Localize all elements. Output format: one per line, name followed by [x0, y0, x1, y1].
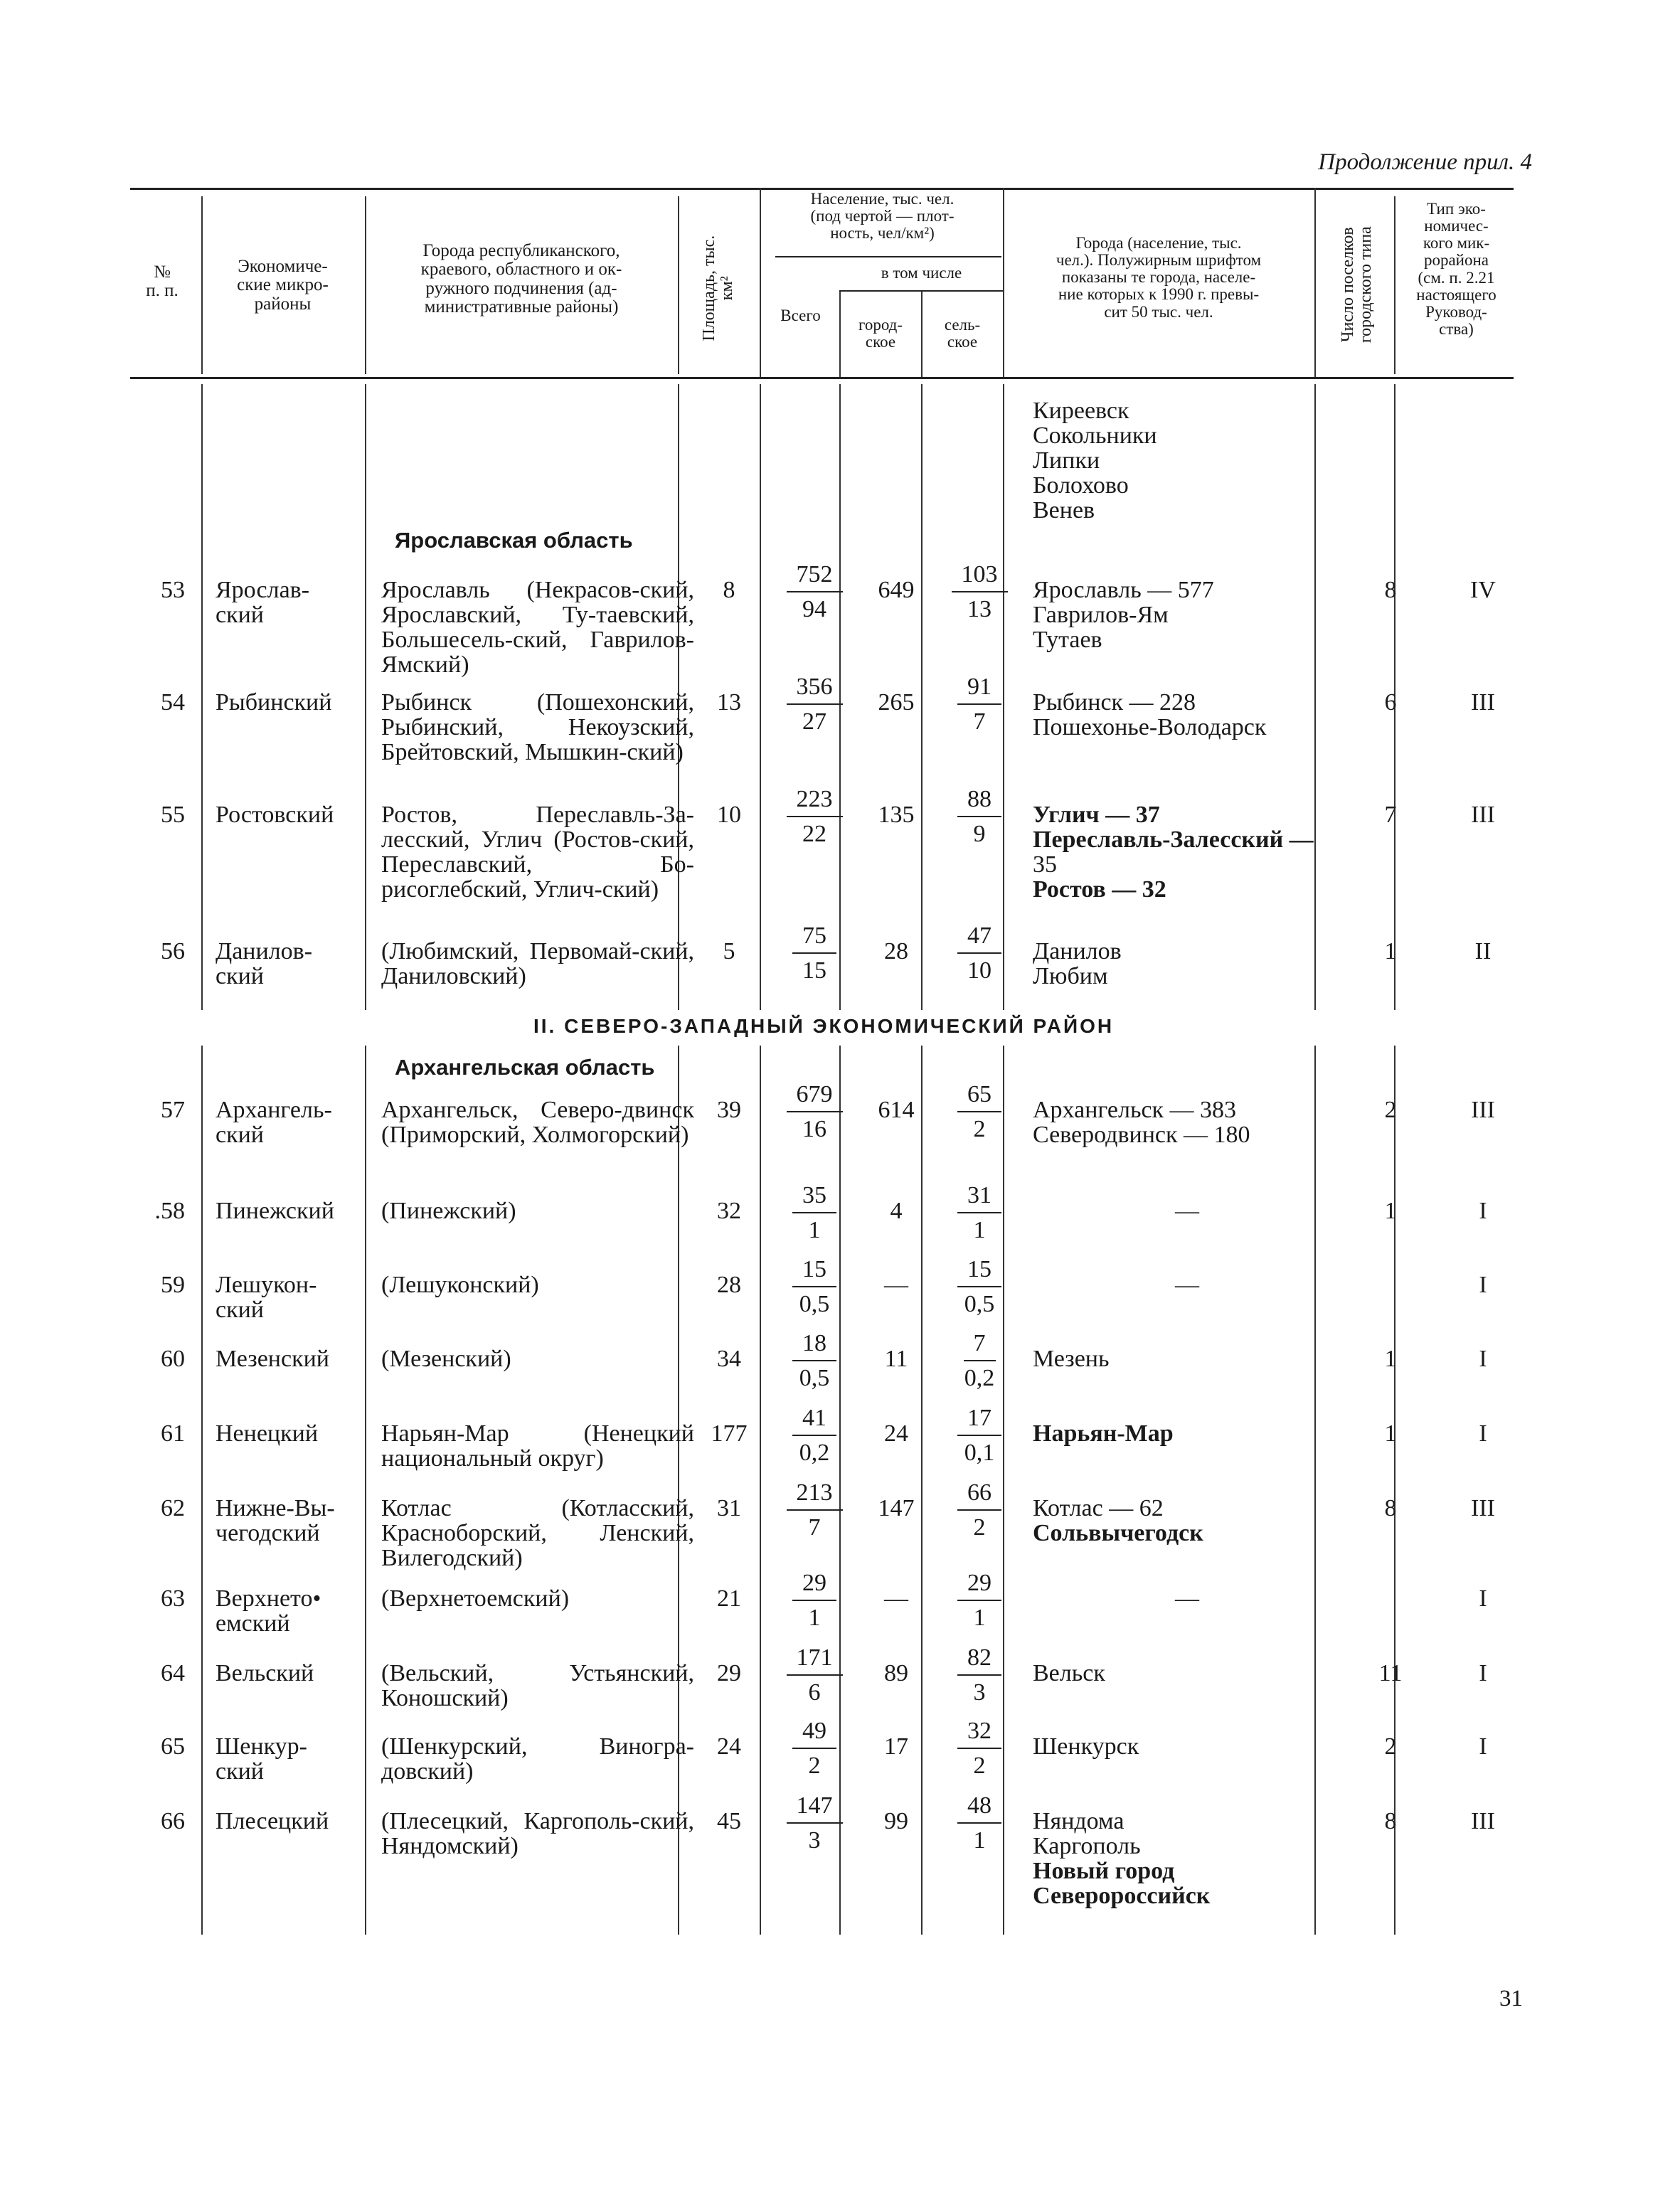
area-value: 39 [717, 1097, 741, 1123]
settlement-count: 1 [1384, 1420, 1397, 1447]
body-divider [201, 1046, 203, 1935]
numerator: 15 [957, 1257, 1001, 1287]
fraction [792, 1183, 836, 1243]
area-value: 5 [723, 938, 735, 964]
microregion-type: III [1471, 1808, 1495, 1834]
major-city: Мезень [1033, 1346, 1110, 1372]
fraction [957, 1645, 1001, 1705]
fraction [957, 1082, 1001, 1142]
header-population: Население, тыс. чел. (под чертой — плот- ность, чел/км²) [810, 190, 955, 243]
major-city: Пошехонье-Володарск [1033, 714, 1267, 740]
major-cities [1033, 1097, 1346, 1147]
denominator: 2 [973, 1753, 986, 1779]
col-divider [921, 292, 923, 377]
fraction [957, 923, 1001, 983]
denominator: 7 [808, 1514, 821, 1541]
numerator: 15 [792, 1257, 836, 1287]
numerator: 66 [957, 1480, 1001, 1511]
microregion-type: I [1479, 1272, 1487, 1298]
major-city: Няндома [1033, 1808, 1125, 1834]
fraction [957, 1793, 1001, 1853]
population-total [775, 562, 854, 622]
population-total [775, 1082, 854, 1142]
body-divider [1314, 1046, 1316, 1935]
area-value: 177 [711, 1420, 748, 1447]
major-cities [1033, 1586, 1346, 1611]
fraction [792, 1331, 836, 1391]
fraction [957, 1480, 1001, 1540]
area-value: 8 [723, 577, 735, 603]
microregion-name: Плесецкий [216, 1808, 329, 1834]
major-city: — [1175, 1585, 1199, 1612]
cities-districts: Архангельск, Северо-двинск (Приморский, Холмогорский) [381, 1097, 694, 1148]
area-value: 13 [717, 689, 741, 716]
fraction [792, 923, 836, 983]
numerator: 82 [957, 1645, 1001, 1676]
fraction [957, 1718, 1001, 1778]
settlement-count: 11 [1378, 1660, 1403, 1686]
population-rural [940, 1405, 1019, 1465]
microregion-name: Шенкур- ский [216, 1733, 307, 1785]
fraction [787, 787, 843, 846]
microregion-type: I [1479, 1733, 1487, 1760]
population-urban: 89 [884, 1660, 908, 1686]
population-rural [940, 1718, 1019, 1778]
settlement-count: 1 [1384, 938, 1397, 964]
pop-subrule [839, 290, 1003, 292]
header-num: № п. п. [146, 262, 179, 301]
denominator: 0,5 [964, 1291, 995, 1317]
denominator: 6 [808, 1679, 821, 1706]
region-heading: Архангельская область [395, 1055, 655, 1080]
major-cities [1033, 1496, 1346, 1546]
population-total [775, 787, 854, 846]
major-city: Нарьян-Мар [1033, 1420, 1174, 1447]
fraction [787, 1082, 843, 1142]
area-value: 21 [717, 1585, 741, 1612]
major-city: Углич — 37 [1033, 802, 1160, 828]
row-number: 54 [161, 689, 185, 716]
area-value: 32 [717, 1198, 741, 1224]
region-heading: Ярославская область [395, 528, 633, 553]
body-divider [678, 1046, 679, 1935]
fraction [957, 1405, 1001, 1465]
population-rural [940, 1257, 1019, 1317]
area-value: 31 [717, 1495, 741, 1521]
fraction [957, 1183, 1001, 1243]
population-rural [940, 923, 1019, 983]
fraction [957, 1570, 1001, 1630]
numerator: 752 [787, 562, 843, 592]
cities-districts: (Лешуконский) [381, 1272, 539, 1298]
area-value: 34 [717, 1346, 741, 1372]
microregion-name: Данилов- ский [216, 938, 313, 989]
settlement-count: 1 [1384, 1346, 1397, 1372]
microregion-type: I [1479, 1198, 1487, 1224]
major-city: Котлас — 62 [1033, 1495, 1164, 1521]
denominator: 16 [802, 1116, 826, 1142]
col-divider [1394, 196, 1395, 374]
population-urban: 135 [878, 802, 915, 828]
col-divider [678, 196, 679, 374]
pop-subrule [775, 256, 1001, 257]
numerator: 103 [952, 562, 1008, 592]
major-city: Гаврилов-Ям [1033, 602, 1169, 628]
major-cities [1033, 578, 1346, 652]
body-divider [760, 384, 761, 1010]
cities-districts: (Вельский, Устьянский, Коношский) [381, 1660, 694, 1711]
denominator: 94 [802, 596, 826, 622]
population-rural [940, 787, 1019, 846]
population-total [775, 1570, 854, 1630]
major-city: Рыбинск — 228 [1033, 689, 1196, 716]
major-city: Тутаев [1033, 627, 1102, 653]
header-pop-total: Всего [780, 307, 821, 324]
major-cities [1033, 1346, 1346, 1371]
major-city: Северодвинск — 180 [1033, 1122, 1250, 1148]
population-total [775, 1183, 854, 1243]
microregion-name: Верхнето• емский [216, 1585, 321, 1637]
header-cities: Города республиканского, краевого, областного и ок- ружного подчинения (ад- министративные районы) [420, 241, 622, 317]
microregion-name: Вельский [216, 1660, 314, 1686]
row-number: 56 [161, 938, 185, 964]
numerator: 679 [787, 1082, 843, 1112]
carryover-city: Сокольники [1033, 422, 1157, 449]
microregion-name: Мезенский [216, 1346, 330, 1372]
numerator: 75 [792, 923, 836, 954]
numerator: 147 [787, 1793, 843, 1824]
numerator: 29 [792, 1570, 836, 1601]
header-pop-rural: сель- ское [944, 316, 981, 351]
major-city: Сольвычегодск [1033, 1520, 1203, 1546]
settlement-count: 7 [1384, 802, 1397, 828]
population-urban: — [884, 1585, 908, 1612]
major-city: Архангельск — 383 [1033, 1097, 1237, 1123]
col-divider [760, 188, 761, 377]
major-city: Новый город [1033, 1858, 1175, 1884]
header-big-cities: Города (население, тыс. чел.). Полужирным шрифтом показаны те города, населе- ние которых к 1990 г. превы- сит 50 тыс. чел. [1056, 234, 1262, 321]
denominator: 1 [973, 1605, 986, 1631]
denominator: 1 [808, 1217, 821, 1243]
area-value: 24 [717, 1733, 741, 1760]
fraction [792, 1570, 836, 1630]
header-type: Тип эко- номичес- кого мик- рорайона (см. п. 2.21 настоящего Руковод- ства) [1416, 200, 1496, 338]
settlement-count: 2 [1384, 1097, 1397, 1123]
denominator: 3 [973, 1679, 986, 1706]
major-cities [1033, 1734, 1346, 1759]
row-number: 55 [161, 802, 185, 828]
microregion-type: I [1479, 1420, 1487, 1447]
denominator: 1 [808, 1605, 821, 1631]
numerator: 31 [957, 1183, 1001, 1213]
numerator: 88 [957, 787, 1001, 817]
cities-districts: Нарьян-Мар (Ненецкий национальный округ) [381, 1420, 694, 1472]
cities-districts: (Плесецкий, Каргополь-ский, Няндомский) [381, 1808, 694, 1859]
microregion-name: Ненецкий [216, 1420, 319, 1447]
denominator: 0,5 [799, 1291, 830, 1317]
population-total [775, 1480, 854, 1540]
microregion-type: III [1471, 1495, 1495, 1521]
col-divider [201, 196, 203, 374]
fraction [957, 1257, 1001, 1317]
fraction [792, 1405, 836, 1465]
header-microregion: Экономиче- ские микро- районы [237, 257, 329, 314]
major-cities [1033, 802, 1346, 902]
row-number: 62 [161, 1495, 185, 1521]
cities-districts: (Пинежский) [381, 1198, 516, 1224]
numerator: 29 [957, 1570, 1001, 1601]
area-value: 10 [717, 802, 741, 828]
body-divider [921, 1046, 923, 1935]
header-settlements: Число поселков городского типа [1338, 226, 1375, 344]
header-pop-urban: город- ское [858, 316, 903, 351]
numerator: 223 [787, 787, 843, 817]
row-number: 59 [161, 1272, 185, 1298]
denominator: 10 [967, 957, 991, 984]
denominator: 2 [973, 1116, 986, 1142]
body-divider [1394, 1046, 1395, 1935]
major-city: 35 [1033, 851, 1057, 878]
numerator: 213 [787, 1480, 843, 1511]
col-divider [365, 196, 366, 374]
population-urban: 265 [878, 689, 915, 716]
population-total [775, 1331, 854, 1391]
population-total [775, 1793, 854, 1853]
row-number: 61 [161, 1420, 185, 1447]
denominator: 3 [808, 1827, 821, 1854]
numerator: 65 [957, 1082, 1001, 1112]
microregion-type: I [1479, 1346, 1487, 1372]
row-number: 66 [161, 1808, 185, 1834]
denominator: 13 [967, 596, 991, 622]
population-rural [940, 1480, 1019, 1540]
major-city: Данилов [1033, 938, 1122, 964]
numerator: 35 [792, 1183, 836, 1213]
col-divider [1314, 188, 1316, 377]
denominator: 7 [973, 708, 986, 735]
major-city: Северороссийск [1033, 1883, 1211, 1909]
cities-districts: Ярославль (Некрасов-ский, Ярославский, Ту-таевский, Большесель-ский, Гаврилов-Ямский) [381, 577, 694, 678]
row-number: 65 [161, 1733, 185, 1760]
microregion-name: Рыбинский [216, 689, 332, 716]
microregion-name: Пинежский [216, 1198, 334, 1224]
numerator: 49 [792, 1718, 836, 1749]
numerator: 17 [957, 1405, 1001, 1436]
numerator: 18 [792, 1331, 836, 1361]
microregion-type: I [1479, 1660, 1487, 1686]
fraction [787, 1793, 843, 1853]
settlement-count: 1 [1384, 1198, 1397, 1224]
major-city: Ростов — 32 [1033, 876, 1166, 903]
col-divider [839, 292, 841, 377]
population-urban: 614 [878, 1097, 915, 1123]
population-total [775, 1645, 854, 1705]
header-bottom-rule [130, 377, 1514, 379]
carryover-city: Киреевск [1033, 398, 1129, 424]
major-city: — [1175, 1272, 1199, 1298]
denominator: 1 [973, 1827, 986, 1854]
major-city: — [1175, 1198, 1199, 1224]
numerator: 41 [792, 1405, 836, 1436]
area-value: 45 [717, 1808, 741, 1834]
cities-districts: Котлас (Котласский, Красноборский, Ленский, Вилегодский) [381, 1495, 694, 1571]
carryover-city: Болохово [1033, 472, 1129, 499]
row-number: 57 [161, 1097, 185, 1123]
population-total [775, 674, 854, 734]
population-rural [940, 1645, 1019, 1705]
microregion-type: III [1471, 1097, 1495, 1123]
carryover-city: Венев [1033, 497, 1095, 523]
cities-districts: Рыбинск (Пошехонский, Рыбинский, Некоузский, Брейтовский, Мышкин-ский) [381, 689, 694, 765]
numerator: 356 [787, 674, 843, 705]
numerator: 48 [957, 1793, 1001, 1824]
population-urban: 4 [890, 1198, 903, 1224]
settlement-count: 6 [1384, 689, 1397, 716]
area-value: 29 [717, 1660, 741, 1686]
cities-districts: (Любимский, Первомай-ский, Даниловский) [381, 938, 694, 989]
population-total [775, 1718, 854, 1778]
denominator: 2 [973, 1514, 986, 1541]
row-number: 63 [161, 1585, 185, 1612]
fraction [787, 562, 843, 622]
cities-districts: (Верхнетоемский) [381, 1585, 570, 1612]
denominator: 9 [973, 821, 986, 847]
major-city: Шенкурск [1033, 1733, 1139, 1760]
numerator: 47 [957, 923, 1001, 954]
fraction [957, 674, 1001, 734]
population-rural [940, 1331, 1019, 1391]
microregion-name: Ростовский [216, 802, 334, 828]
denominator: 0,1 [964, 1440, 995, 1466]
microregion-name: Нижне-Вы- чегодский [216, 1495, 335, 1546]
section-heading: II. СЕВЕРО-ЗАПАДНЫЙ ЭКОНОМИЧЕСКИЙ РАЙОН [533, 1015, 1115, 1037]
population-urban: 649 [878, 577, 915, 603]
denominator: 27 [802, 708, 826, 735]
cities-districts: (Мезенский) [381, 1346, 511, 1372]
major-city: Любим [1033, 963, 1108, 989]
major-cities [1033, 1421, 1346, 1446]
denominator: 22 [802, 821, 826, 847]
settlement-count: 2 [1384, 1733, 1397, 1760]
population-rural [940, 562, 1019, 622]
major-city: Каргополь [1033, 1833, 1141, 1859]
population-rural [940, 1570, 1019, 1630]
microregion-name: Ярослав- ский [216, 577, 310, 628]
col-divider [1003, 188, 1004, 377]
population-rural [940, 1793, 1019, 1853]
microregion-type: I [1479, 1585, 1487, 1612]
fraction [787, 674, 843, 734]
carryover-city: Липки [1033, 447, 1100, 474]
body-divider [760, 1046, 761, 1935]
population-total [775, 1405, 854, 1465]
major-city: Ярославль — 577 [1033, 577, 1214, 603]
row-number: 64 [161, 1660, 185, 1686]
numerator: 171 [787, 1645, 843, 1676]
microregion-name: Лешукон- ский [216, 1272, 317, 1323]
microregion-type: IV [1470, 577, 1496, 603]
area-value: 28 [717, 1272, 741, 1298]
major-city: Переславль-Залесский — [1033, 826, 1314, 853]
row-number: .58 [154, 1198, 185, 1224]
numerator: 91 [957, 674, 1001, 705]
fraction [787, 1480, 843, 1540]
row-number: 53 [161, 577, 185, 603]
population-total [775, 1257, 854, 1317]
population-urban: 99 [884, 1808, 908, 1834]
denominator: 2 [808, 1753, 821, 1779]
denominator: 1 [973, 1217, 986, 1243]
population-rural [940, 674, 1019, 734]
settlement-count: 8 [1384, 1808, 1397, 1834]
body-divider [365, 1046, 366, 1935]
carryover-cities [1033, 398, 1346, 523]
denominator: 15 [802, 957, 826, 984]
fraction [964, 1331, 996, 1391]
population-urban: 28 [884, 938, 908, 964]
major-cities [1033, 939, 1346, 989]
cities-districts: (Шенкурский, Виногра-довский) [381, 1733, 694, 1785]
denominator: 0,5 [799, 1365, 830, 1391]
major-cities [1033, 1809, 1346, 1908]
denominator: 0,2 [799, 1440, 830, 1466]
fraction [952, 562, 1008, 622]
population-rural [940, 1183, 1019, 1243]
major-cities [1033, 690, 1346, 740]
settlement-count: 8 [1384, 1495, 1397, 1521]
population-urban: 17 [884, 1733, 908, 1760]
denominator: 0,2 [964, 1365, 995, 1391]
fraction [792, 1257, 836, 1317]
row-number: 60 [161, 1346, 185, 1372]
fraction [787, 1645, 843, 1705]
population-urban: — [884, 1272, 908, 1298]
microregion-type: III [1471, 802, 1495, 828]
population-total [775, 923, 854, 983]
microregion-type: III [1471, 689, 1495, 716]
settlement-count: 8 [1384, 577, 1397, 603]
continuation-label: Продолжение прил. 4 [1318, 149, 1532, 175]
microregion-type: II [1474, 938, 1492, 964]
numerator: 32 [957, 1718, 1001, 1749]
fraction [792, 1718, 836, 1778]
major-cities [1033, 1272, 1346, 1297]
page-number: 31 [1499, 1986, 1523, 2011]
fraction [957, 787, 1001, 846]
population-urban: 147 [878, 1495, 915, 1521]
major-cities [1033, 1198, 1346, 1223]
header-pop-incl: в том числе [881, 264, 962, 282]
body-divider [201, 384, 203, 1010]
population-rural [940, 1082, 1019, 1142]
header-area: Площадь, тыс. км² [699, 235, 736, 341]
major-cities [1033, 1661, 1346, 1686]
cities-districts: Ростов, Переславль-За-лесский, Углич (Ростов-ский, Переславский, Бо-рисоглебский, Углич-ский) [381, 802, 694, 903]
population-urban: 11 [884, 1346, 908, 1372]
microregion-name: Архангель- ский [216, 1097, 332, 1148]
major-city: Вельск [1033, 1660, 1105, 1686]
numerator: 7 [964, 1331, 996, 1361]
population-urban: 24 [884, 1420, 908, 1447]
